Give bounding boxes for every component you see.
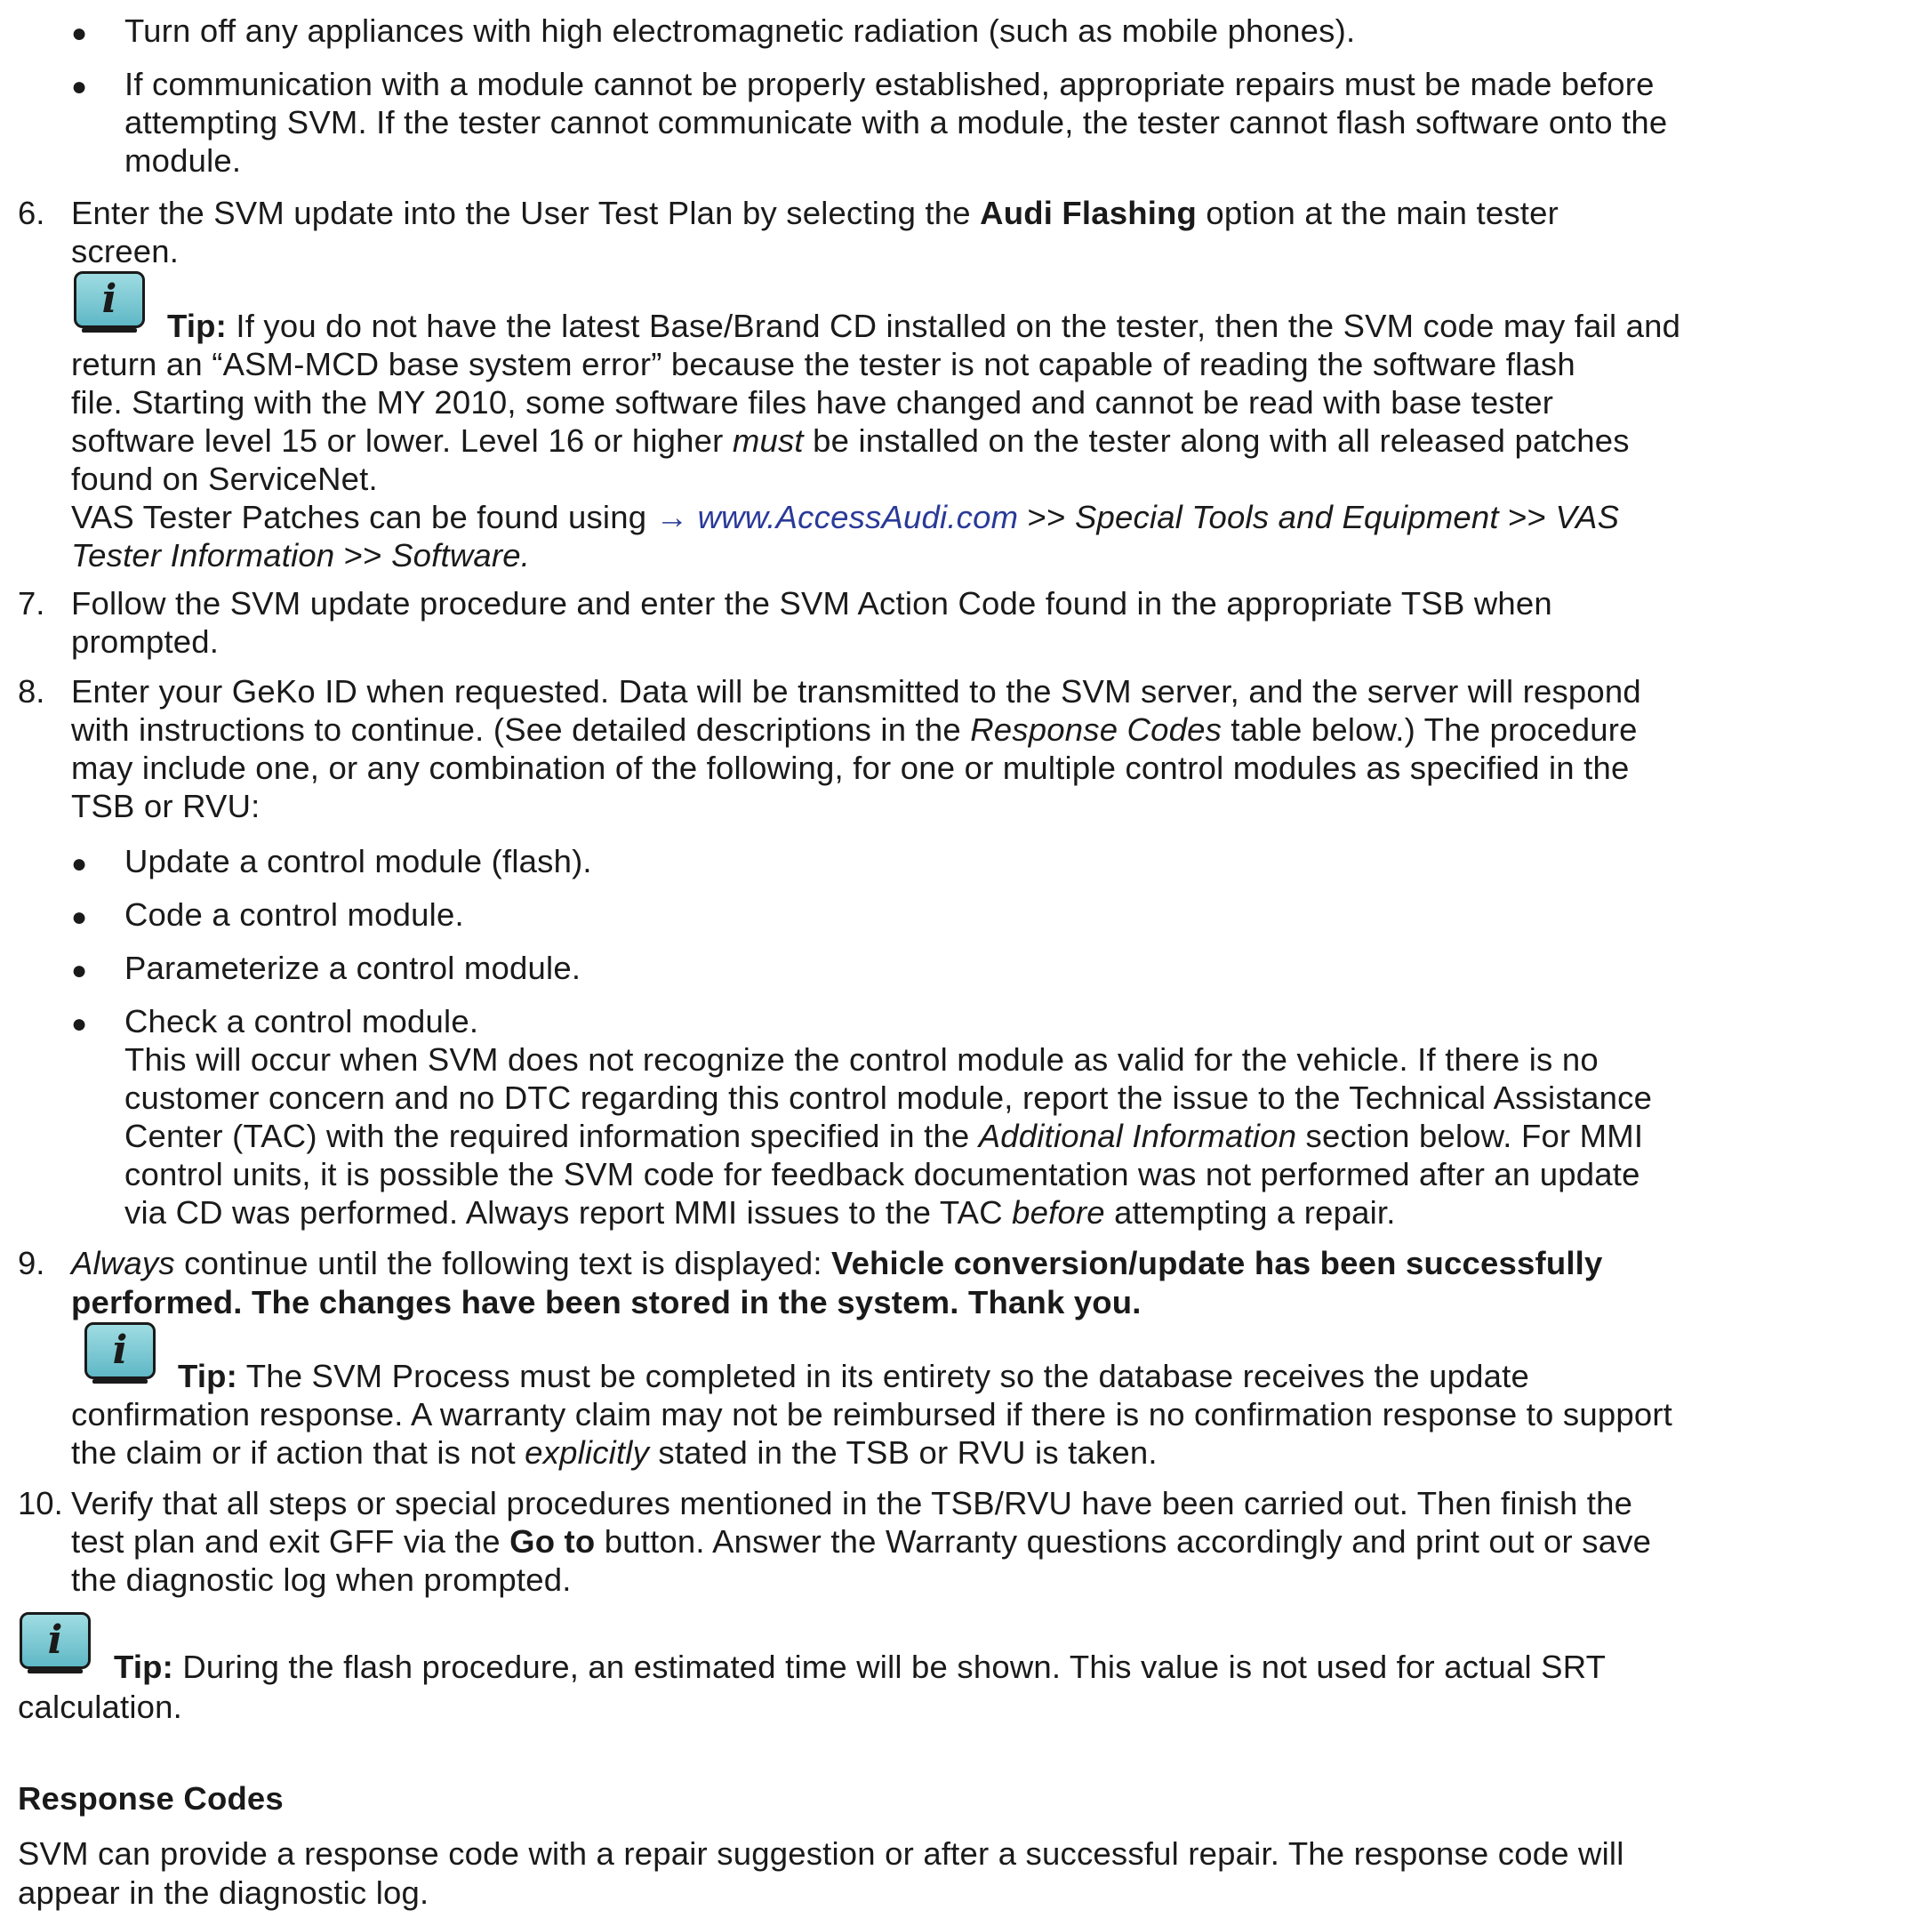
response-codes-line-1: SVM can provide a response code with a repair suggestion or after a successful repair. The response code will [18,1835,1624,1872]
accessaudi-link[interactable]: → www.AccessAudi.com [655,499,1019,535]
response-codes-line-2: appear in the diagnostic log. [18,1874,429,1911]
tip-6-line-7 [71,537,530,575]
check-note-line-1: This will occur when SVM does not recognize the control module as valid for the vehicle. If there is no [124,1041,1599,1078]
step-number: 8. [18,673,45,710]
text: The SVM Process must be completed in its entirety so the database receives the update [237,1358,1529,1394]
final-tip-line-2: calculation. [18,1689,183,1725]
step-8-line-4: TSB or RVU: [71,788,261,824]
bullet-dot: ● [71,956,88,985]
text: button. Answer the Warranty questions accordingly and print out or save [595,1523,1652,1560]
text: with instructions to continue. (See detailed descriptions in the [71,711,971,748]
text: continue until the following text is displayed: [174,1245,832,1281]
bullet-dot: ● [71,72,88,101]
info-icon: i [84,1322,156,1379]
text: before [1012,1194,1105,1231]
check-note-line-2: customer concern and no DTC regarding this control module, report the issue to the Technical Assistance [124,1079,1653,1116]
final-tip-line-1 [114,1649,1606,1687]
step-9-line-1 [71,1245,1603,1283]
tip-9-line-2: confirmation response. A warranty claim may not be reimbursed if there is no confirmation response to support [71,1396,1673,1432]
step-10-line-3: the diagnostic log when prompted. [71,1561,572,1598]
text: table below.) The procedure [1222,711,1638,748]
bullet-dot: ● [71,849,88,879]
text: the claim or if action that is not [71,1434,525,1471]
step-8-bullet-1: Update a control module (flash). [124,843,592,879]
text: software level 15 or lower. Level 16 or higher [71,422,733,459]
audi-flashing-option: Audi Flashing [980,195,1198,231]
text: must [732,422,804,459]
text: >> [1018,499,1075,535]
step-number: 9. [18,1245,45,1281]
check-note-line-5 [124,1194,1396,1232]
text: >> [1498,499,1556,535]
step-8-line-1: Enter your GeKo ID when requested. Data will be transmitted to the SVM server, and the server will respond [71,673,1641,710]
text: >> [334,537,392,574]
step-9-line-2: performed. The changes have been stored in the system. Thank you. [71,1284,1142,1320]
text: explicitly [525,1434,650,1471]
step-7-line-2: prompted. [71,623,220,660]
bullet-dot: ● [71,1009,88,1039]
tip-6-line-6 [71,499,1619,537]
text: test plan and exit GFF via the [71,1523,510,1560]
bullet-dot: ● [71,19,88,48]
tip-6-line-1 [167,308,1680,346]
text: Center (TAC) with the required information specified in the [124,1118,979,1154]
tip-9-line-1 [178,1358,1529,1396]
step-6-line-2: screen. [71,233,180,269]
text: Tester Information [71,537,335,574]
step-8-line-2 [71,711,1638,750]
text: stated in the TSB or RVU is taken. [649,1434,1158,1471]
text: If you do not have the latest Base/Brand CD installed on the tester, then the SVM code may fail and [227,308,1681,344]
bullet-dot: ● [71,903,88,932]
info-icon: i [74,271,145,328]
check-note-line-4: control units, it is possible the SVM code for feedback documentation was not performed after an update [124,1156,1640,1192]
text: Vehicle conversion/update has been successfully [831,1245,1603,1281]
check-note-line-3 [124,1118,1643,1156]
text: Enter the SVM update into the User Test Plan by selecting the [71,195,981,231]
text: Software. [391,537,531,574]
tip-6-line-5: found on ServiceNet. [71,461,378,497]
text: Response Codes [970,711,1223,748]
step-10-line-1: Verify that all steps or special procedures mentioned in the TSB/RVU have been carried out. Then finish the [71,1485,1633,1521]
tip-label: Tip: [114,1649,174,1685]
text: option at the main tester [1197,195,1559,231]
tip-6-line-2: return an “ASM-MCD base system error” because the tester is not capable of reading the software flash [71,346,1575,382]
text: VAS Tester Patches can be found using [71,499,656,535]
text: Additional Information [978,1118,1297,1154]
step-6-line-1 [71,195,1559,233]
text: During the flash procedure, an estimated time will be shown. This value is not used for actual SRT [173,1649,1607,1685]
step-number: 7. [18,585,45,622]
text: via CD was performed. Always report MMI issues to the TAC [124,1194,1013,1231]
step-number: 6. [18,195,45,231]
text: be installed on the tester along with all released patches [803,422,1630,459]
top-bullet-2-line-1: If communication with a module cannot be properly established, appropriate repairs must be made before [124,66,1655,102]
tip-6-line-4 [71,422,1630,461]
step-8-bullet-2: Code a control module. [124,896,464,933]
text: Special Tools and Equipment [1074,499,1499,535]
tip-label: Tip: [178,1358,238,1394]
text: VAS [1555,499,1620,535]
text: Always [71,1245,175,1281]
tip-label: Tip: [167,308,228,344]
text: attempting a repair. [1104,1194,1396,1231]
top-bullet-2-line-3: module. [124,142,242,179]
section-heading: Response Codes [18,1780,284,1817]
step-8-bullet-3: Parameterize a control module. [124,950,581,986]
step-8-bullet-4: Check a control module. [124,1003,479,1039]
text: section below. For MMI [1296,1118,1644,1154]
go-to-button-label: Go to [509,1523,596,1560]
step-7-line-1: Follow the SVM update procedure and enter the SVM Action Code found in the appropriate TSB when [71,585,1552,622]
top-bullet-1: Turn off any appliances with high electromagnetic radiation (such as mobile phones). [124,12,1356,49]
step-10-line-2 [71,1523,1651,1561]
step-8-line-3: may include one, or any combination of the following, for one or multiple control modules as specified in the [71,750,1630,786]
tip-6-line-3: file. Starting with the MY 2010, some software files have changed and cannot be read with base tester [71,384,1554,421]
info-icon: i [20,1612,91,1669]
tip-9-line-3 [71,1434,1158,1473]
top-bullet-2-line-2: attempting SVM. If the tester cannot communicate with a module, the tester cannot flash software onto the [124,104,1668,140]
step-number: 10. [18,1485,63,1521]
